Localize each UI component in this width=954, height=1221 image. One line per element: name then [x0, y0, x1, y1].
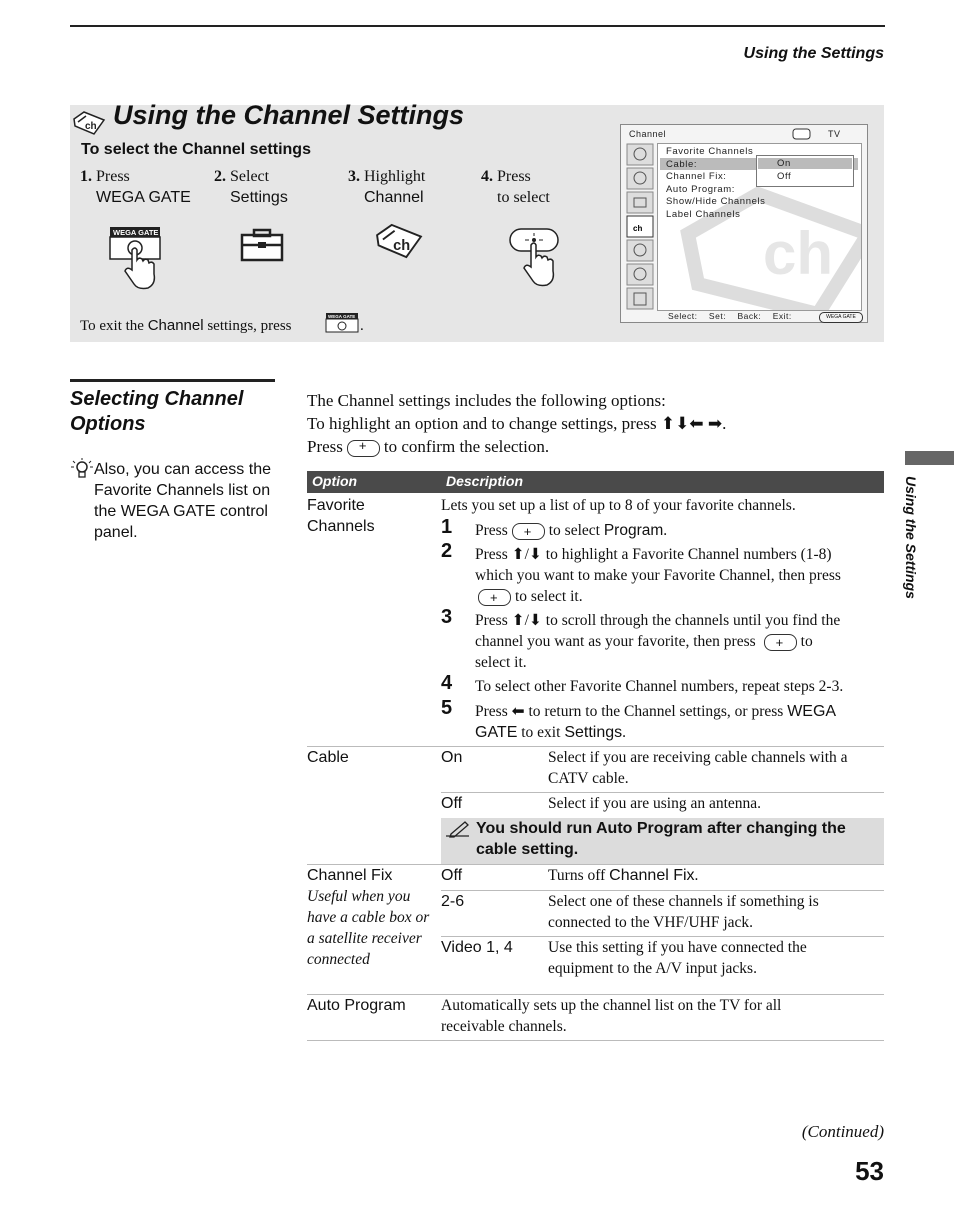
exit-suffix: settings, press	[207, 318, 292, 334]
channel-icon	[72, 110, 106, 136]
page-number: 53	[855, 1156, 884, 1186]
tv-popup-highlight	[758, 158, 852, 169]
tv-menu-footer: Select: Set: Back: Exit:	[668, 311, 792, 321]
intro-confirm: to confirm the selection.	[383, 437, 550, 456]
continued-label: (Continued)	[801, 1122, 884, 1141]
favorite-step-2	[475, 544, 841, 607]
step-number: 1.	[80, 168, 92, 185]
tv-popup-option: On	[777, 158, 791, 169]
banner-title: Using the Channel Settings	[113, 100, 465, 130]
text: equipment to the A/V input jacks.	[548, 960, 757, 977]
select-button-icon	[478, 589, 511, 606]
text: Channel Fix	[609, 867, 695, 884]
tv-menu-item: Cable:	[666, 159, 698, 170]
tv-menu-icon-column	[625, 143, 655, 311]
note-text: You should run Auto Program after changing the cable setting.	[476, 820, 846, 858]
cable-off-desc: Select if you are using an antenna.	[548, 795, 762, 812]
cable-on: On	[441, 749, 463, 766]
favorite-desc: Lets you set up a list of up to 8 of your favorite channels.	[441, 497, 796, 514]
step-1	[80, 166, 191, 208]
text: .	[663, 522, 668, 539]
intro-line-1: The Channel settings includes the following options:	[307, 391, 666, 410]
channel-fix-video-desc	[548, 937, 807, 979]
option-channel-fix: Channel Fix	[307, 867, 393, 884]
step-number: 2.	[214, 168, 226, 185]
wega-gate-small-label: WEGA GATE	[328, 314, 356, 319]
favorite-step-1	[475, 520, 667, 541]
step-target: WEGA GATE	[96, 189, 191, 206]
step-3	[348, 166, 425, 208]
favorite-step-4: To select other Favorite Channel numbers, repeat steps 2-3.	[475, 678, 844, 695]
side-tab-text: Using the Settings	[903, 476, 919, 599]
wega-gate-small-icon	[325, 312, 359, 334]
exit-channel: Channel	[147, 317, 204, 334]
text: Select one of these channels if something is	[548, 893, 819, 910]
channel-fix-2-6: 2-6	[441, 893, 465, 910]
intro-press: Press	[307, 437, 343, 456]
tv-menu-item: Auto Program:	[666, 184, 736, 195]
select-button-icon	[764, 634, 797, 651]
select-button-icon	[512, 523, 545, 540]
text: Use this setting if you have connected the	[548, 939, 807, 956]
option-label: Favorite	[307, 497, 365, 514]
tip-text: Also, you can access the Favorite Channels list on the WEGA GATE control panel.	[94, 461, 271, 541]
text: connected to the VHF/UHF jack.	[548, 914, 754, 931]
wega-gate-button-icon	[108, 226, 164, 292]
step-4	[481, 166, 550, 208]
cable-off: Off	[441, 795, 463, 812]
tv-menu-item: Channel Fix:	[666, 171, 727, 182]
text: Program	[603, 522, 664, 539]
channel-fix-off-desc	[548, 865, 698, 886]
top-rule	[70, 25, 885, 27]
select-button-icon	[347, 440, 380, 457]
text: Press ⬆/⬇ to highlight a Favorite Channel numbers (1-8)	[475, 546, 832, 563]
intro-line-3	[307, 437, 549, 457]
svg-text:ch: ch	[763, 220, 834, 287]
step-number: 4.	[481, 168, 493, 185]
favorite-step-5	[475, 701, 836, 743]
tv-menu-item: Label Channels	[666, 209, 741, 220]
step-number: 4	[441, 672, 453, 694]
tv-menu-title: Channel	[629, 129, 667, 139]
running-head: Using the Settings	[743, 45, 884, 62]
step-number: 2	[441, 540, 453, 562]
text: which you want to make your Favorite Channel, then press	[475, 567, 841, 584]
auto-program-desc	[441, 995, 781, 1037]
tv-menu-popup	[756, 155, 854, 187]
text: to exit	[521, 724, 561, 741]
text: Press	[475, 522, 508, 539]
select-button-press-icon	[508, 225, 562, 291]
text: select it.	[475, 654, 527, 671]
option-cable: Cable	[307, 749, 349, 766]
svg-text:ch: ch	[393, 237, 411, 254]
step-verb: Press	[96, 168, 130, 185]
intro-line-2: To highlight an option and to change settings, press ⬆⬇⬅ ➡.	[307, 414, 727, 433]
text: Select if you are receiving cable channels with a	[548, 749, 848, 766]
svg-text:ch: ch	[85, 121, 97, 132]
text: Press ⬆/⬇ to scroll through the channels until you find the	[475, 612, 841, 629]
table-header	[307, 471, 884, 493]
step-number: 3	[441, 606, 453, 628]
side-tab	[905, 451, 954, 465]
tv-footer-wega: WEGA GATE	[819, 312, 863, 323]
text: to select	[548, 522, 600, 539]
channel-fix-off: Off	[441, 867, 463, 884]
exit-dot: .	[360, 318, 364, 334]
text: .	[694, 867, 699, 884]
option-label: Channels	[307, 518, 375, 535]
header-option: Option	[312, 473, 358, 489]
section-title: Selecting Channel Options	[70, 388, 244, 435]
side-tab-label	[900, 476, 920, 636]
toolbox-icon	[240, 228, 284, 262]
text: CATV cable.	[548, 770, 629, 787]
header-description: Description	[446, 473, 524, 489]
pencil-note-icon	[445, 820, 471, 838]
channel-fix-note: Useful when you have a cable box or a satellite receiver connected	[307, 888, 430, 968]
step-verb: Select	[230, 168, 270, 185]
text: to select it.	[515, 588, 583, 605]
text: Settings	[564, 724, 623, 741]
tv-menu-icons	[625, 143, 655, 311]
step-2	[214, 166, 288, 208]
svg-text:ch: ch	[633, 224, 643, 233]
step-number: 5	[441, 697, 453, 719]
step-target: to select	[497, 189, 550, 206]
text: .	[622, 724, 626, 741]
exit-prefix: To exit the	[80, 318, 144, 334]
text: channel you want as your favorite, then press	[475, 633, 756, 650]
banner-subtitle: To select the Channel settings	[81, 141, 311, 158]
text: WEGA	[787, 703, 837, 720]
text: Automatically sets up the channel list on the TV for all	[441, 997, 782, 1014]
lightbulb-tip-icon	[71, 458, 93, 480]
step-verb: Highlight	[364, 168, 426, 185]
text: Turns off	[548, 867, 606, 884]
tv-popup-option: Off	[777, 171, 792, 182]
cable-on-desc	[548, 747, 848, 789]
step-number: 3.	[348, 168, 360, 185]
tv-screen-icon	[792, 128, 812, 140]
tv-menu-item: Favorite Channels	[666, 146, 754, 157]
wega-gate-label: WEGA GATE	[113, 228, 159, 237]
exit-instruction	[80, 317, 292, 335]
row-divider	[307, 1040, 884, 1041]
option-favorite-channels	[307, 495, 375, 537]
step-number: 1	[441, 516, 453, 538]
text: to	[800, 633, 813, 650]
text: receivable channels.	[441, 1018, 567, 1035]
favorite-step-3	[475, 610, 840, 673]
text: Press ⬅ to return to the Channel settings, or press	[475, 703, 784, 720]
channel-step-icon	[374, 222, 424, 260]
option-auto-program: Auto Program	[307, 997, 406, 1014]
channel-fix-video: Video 1, 4	[441, 939, 513, 956]
tv-menu-item: Show/Hide Channels	[666, 196, 766, 207]
tv-menu-tv-label: TV	[828, 129, 841, 139]
channel-fix-2-6-desc	[548, 891, 819, 933]
step-target: Channel	[364, 189, 424, 206]
step-target: Settings	[230, 189, 288, 206]
section-rule	[70, 379, 275, 382]
text: GATE	[475, 724, 518, 741]
step-verb: Press	[497, 168, 531, 185]
